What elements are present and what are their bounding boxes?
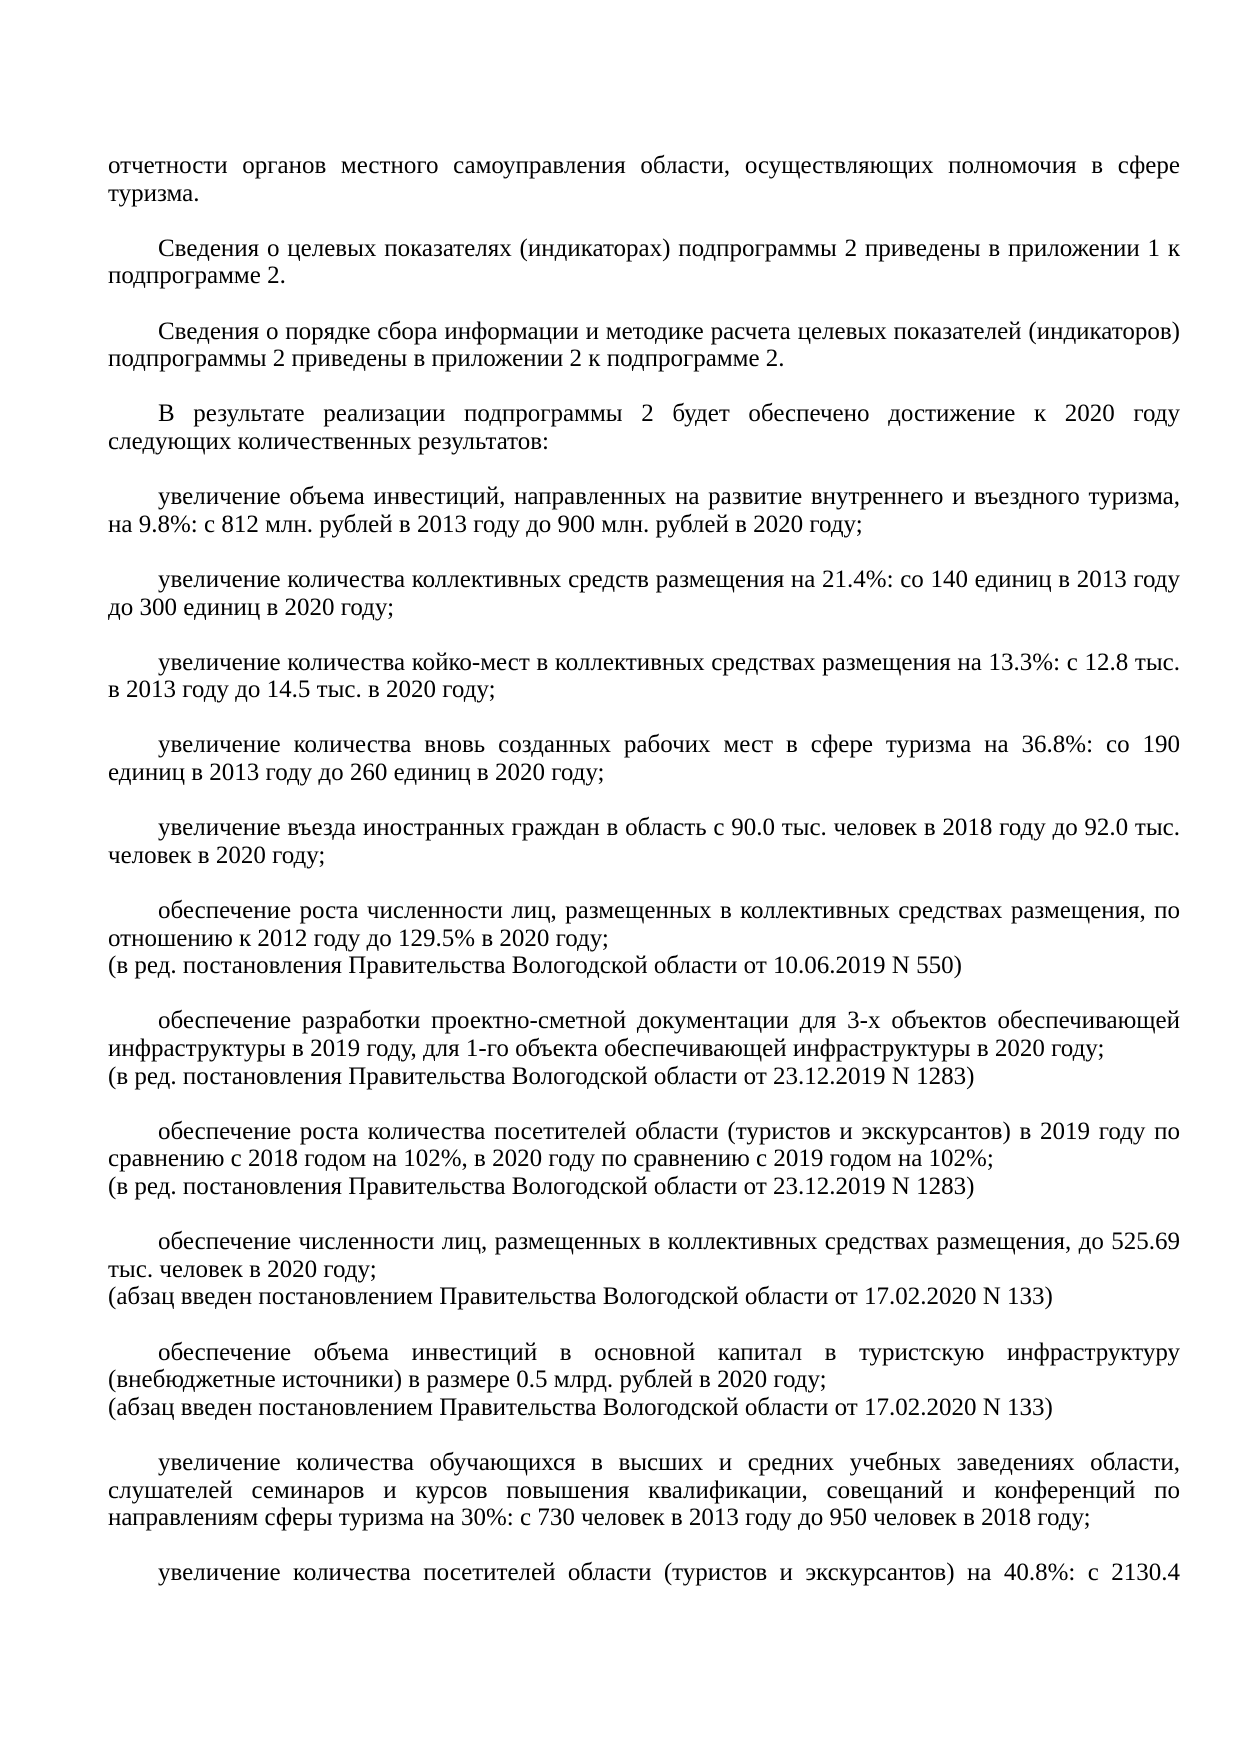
amendment-note: (в ред. постановления Правительства Вологодской области от 23.12.2019 N 1283) xyxy=(108,1062,975,1090)
paragraph: увеличение въезда иностранных граждан в область с 90.0 тыс. человек в 2018 году до 92.0 тыс. человек в 2020 году; xyxy=(108,814,1180,869)
paragraph: увеличение количества вновь созданных рабочих мест в сфере туризма на 36.8%: со 190 единиц в 2013 году до 260 единиц в 2020 году; xyxy=(108,731,1180,787)
paragraph: Сведения о целевых показателях (индикаторах) подпрограммы 2 приведены в приложении 1 к подпрограмме 2. xyxy=(108,234,1180,290)
paragraph: обеспечение численности лиц, размещенных в коллективных средствах размещения, до 525.69 тыс. человек в 2020 году; xyxy=(108,1228,1180,1283)
amendment-note: (в ред. постановления Правительства Вологодской области от 23.12.2019 N 1283) xyxy=(108,1172,975,1200)
amendment-note: (абзац введен постановлением Правительства Вологодской области от 17.02.2020 N 133) xyxy=(108,1393,1053,1421)
paragraph: В результате реализации подпрограммы 2 будет обеспечено достижение к 2020 году следующих количественных результатов: xyxy=(108,400,1180,455)
paragraph: обеспечение роста численности лиц, размещенных в коллективных средствах размещения, по отношению к 2012 году до 129.5% в 2020 году; xyxy=(108,897,1180,952)
paragraph: обеспечение роста количества посетителей области (туристов и экскурсантов) в 2019 году по сравнению с 2018 годом на 102%, в 2020 году по сравнению с 2019 годом на 102%; xyxy=(108,1117,1180,1173)
paragraph: увеличение объема инвестиций, направленных на развитие внутреннего и въездного туризма, на 9.8%: с 812 млн. рублей в 2013 году до 900 млн. рублей в 2020 году; xyxy=(108,483,1180,538)
paragraph: увеличение количества посетителей области (туристов и экскурсантов) на 40.8%: с 2130.4 xyxy=(158,1559,1180,1587)
paragraph: увеличение количества койко-мест в коллективных средствах размещения на 13.3%: с 12.8 тыс. в 2013 году до 14.5 тыс. в 2020 году; xyxy=(108,648,1180,704)
amendment-note: (абзац введен постановлением Правительства Вологодской области от 17.02.2020 N 133) xyxy=(108,1283,1053,1311)
paragraph: увеличение количества коллективных средств размещения на 21.4%: со 140 единиц в 2013 году до 300 единиц в 2020 году; xyxy=(108,565,1180,621)
text-column xyxy=(108,152,1180,1587)
amendment-note: (в ред. постановления Правительства Вологодской области от 10.06.2019 N 550) xyxy=(108,952,962,980)
paragraph: Сведения о порядке сбора информации и методике расчета целевых показателей (индикаторов) подпрограммы 2 приведены в приложении 2 к подпрограмме 2. xyxy=(108,317,1180,373)
paragraph: обеспечение разработки проектно-сметной документации для 3-х объектов обеспечивающей инфраструктуры в 2019 году, для 1-го объекта обеспечивающей инфраструктуры в 2020 году; xyxy=(108,1007,1180,1062)
paragraph: увеличение количества обучающихся в высших и средних учебных заведениях области, слушателей семинаров и курсов повышения квалификации, совещаний и конференций по направлениям сферы туризма на 30%: с 730 человек в 2013 году до 950 человек в 2018 году; xyxy=(108,1448,1180,1532)
paragraph: отчетности органов местного самоуправления области, осуществляющих полномочия в сфере туризма. xyxy=(108,152,1180,207)
paragraph: обеспечение объема инвестиций в основной капитал в туристскую инфраструктуру (внебюджетные источники) в размере 0.5 млрд. рублей в 2020 году; xyxy=(108,1338,1180,1394)
